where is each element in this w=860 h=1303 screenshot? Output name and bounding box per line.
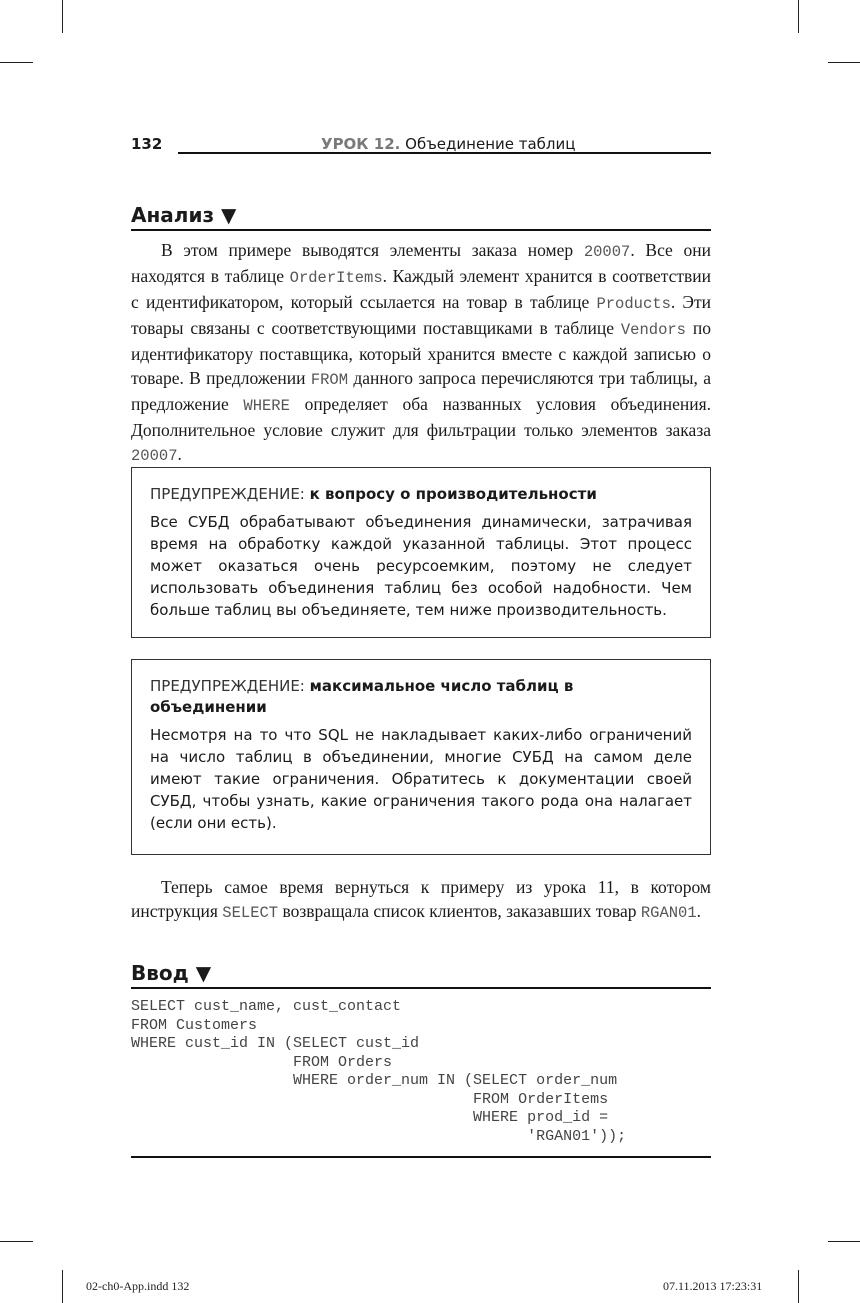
text-run: . Эти товары связаны с соответствующими поставщиками в таблице bbox=[131, 292, 711, 338]
sql-code-listing: SELECT cust_name, cust_contact FROM Customers WHERE cust_id IN (SELECT cust_id FROM Orders WHERE order_num IN (SELECT order_num FROM OrderItems WHERE prod_id = 'RGAN01')); bbox=[131, 998, 627, 1145]
footer-datetime: 07.11.2013 17:23:31 bbox=[663, 1279, 763, 1293]
warning-text: Все СУБД обрабатывают объединения динамически, затрачивая время на обработку каждой указанной таблицы. Этот процесс может оказаться очень ресурсоемким, поэтому не следует использовать объединения таблиц без особой надобности. Чем больше таблиц вы объединяете, тем ниже производительность. bbox=[150, 513, 692, 619]
text-run: . bbox=[177, 444, 182, 464]
transition-paragraph bbox=[131, 875, 711, 925]
footer-filename: 02-ch0-App.indd 132 bbox=[86, 1279, 190, 1293]
text-run: . bbox=[696, 901, 702, 921]
input-heading: Ввод ▼ bbox=[131, 961, 711, 989]
code-run: FROM bbox=[310, 371, 349, 389]
text-run: . Все они находятся в таблице bbox=[131, 240, 711, 286]
text-run: . Каждый элемент хранится в соответствии с идентификатором, который ссылается на товар в таблице bbox=[131, 266, 711, 312]
code-run: WHERE bbox=[243, 397, 290, 415]
warning-label: ПРЕДУПРЕЖДЕНИЕ: bbox=[150, 485, 305, 503]
warning-label: ПРЕДУПРЕЖДЕНИЕ: bbox=[150, 677, 305, 695]
warning-subject: максимальное число таблиц в объединении bbox=[150, 677, 574, 716]
code-run: 20007 bbox=[583, 243, 631, 261]
text-run: возвращала список клиентов, заказавших товар bbox=[278, 901, 641, 921]
crop-mark bbox=[798, 1270, 799, 1303]
crop-mark bbox=[0, 62, 33, 63]
chapter-name: Объединение таблиц bbox=[405, 135, 576, 153]
warning-title bbox=[150, 484, 692, 505]
text-run: данного запроса перечисляются три таблицы, а предложение bbox=[131, 368, 712, 414]
crop-mark bbox=[62, 0, 63, 33]
crop-mark bbox=[62, 1270, 63, 1303]
warning-text: Несмотря на то что SQL не накладывает каких-либо ограничений на число таблиц в объединении, многие СУБД на самом деле имеют такие ограничения. Обратитесь к документации своей СУБД, чтобы узнать, какие ограничения такого рода она налагает (если они есть). bbox=[150, 726, 692, 832]
text-run: по идентификатору поставщика, который хранится вместе с каждой записью о товаре. В предложении bbox=[131, 318, 711, 388]
analysis-heading: Анализ ▼ bbox=[131, 203, 711, 231]
crop-mark bbox=[828, 62, 860, 63]
code-bottom-rule bbox=[131, 1156, 711, 1158]
code-run: RGAN01 bbox=[640, 904, 697, 922]
chapter-title bbox=[321, 135, 575, 153]
warning-subject: к вопросу о производительности bbox=[309, 485, 597, 503]
page-number: 132 bbox=[131, 135, 163, 153]
warning-box-max-tables bbox=[131, 659, 711, 855]
warning-title bbox=[150, 676, 692, 718]
code-run: OrderItems bbox=[289, 269, 383, 287]
crop-mark bbox=[0, 1241, 33, 1242]
running-header bbox=[131, 135, 711, 155]
warning-box-performance bbox=[131, 467, 711, 638]
text-run: В этом примере выводятся элементы заказа номер bbox=[161, 240, 584, 260]
crop-mark bbox=[828, 1241, 860, 1242]
lesson-label: УРОК 12. bbox=[321, 135, 401, 153]
code-run: 20007 bbox=[131, 447, 178, 465]
code-run: Products bbox=[596, 295, 671, 313]
analysis-paragraph bbox=[131, 238, 711, 468]
crop-mark bbox=[798, 0, 799, 33]
text-run: определяет оба названных условия объединения. Дополнительное условие служит для фильтрации только элементов заказа bbox=[131, 394, 711, 440]
text-run: Теперь самое время вернуться к примеру из урока 11, в котором инструкция bbox=[131, 877, 711, 921]
code-run: SELECT bbox=[222, 904, 279, 922]
code-run: Vendors bbox=[620, 321, 686, 339]
